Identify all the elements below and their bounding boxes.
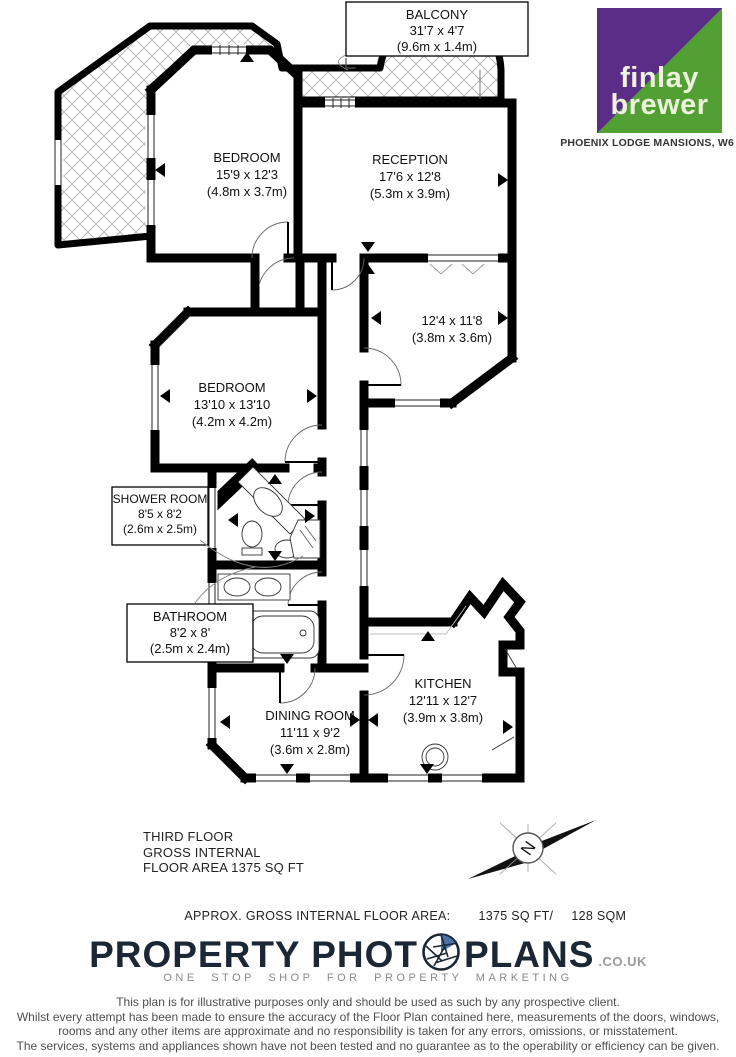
- room12-metric: (3.8m x 3.6m): [411, 330, 493, 345]
- bedroom2-metric: (4.2m x 4.2m): [191, 414, 273, 429]
- kitchen-size: 12'11 x 12'7: [408, 693, 478, 708]
- bedroom1-metric: (4.8m x 3.7m): [206, 184, 288, 199]
- area-summary-imperial: 1375 SQ FT/: [478, 909, 554, 923]
- agent-name-line1: finlay: [620, 62, 699, 94]
- camera-aperture-icon: [421, 932, 461, 977]
- dining-metric: (3.6m x 2.8m): [269, 742, 351, 757]
- floor-info-line3: FLOOR AREA 1375 SQ FT: [143, 860, 304, 875]
- toilet: [242, 521, 262, 547]
- window-chevrons: [430, 264, 484, 274]
- agent-name-line2: brewer: [610, 89, 709, 121]
- dining-name: DINING ROOM: [265, 708, 355, 723]
- floor-info-line2: GROSS INTERNAL: [143, 844, 261, 860]
- kitchen-metric: (3.9m x 3.8m): [402, 710, 484, 725]
- compass-north-label: N: [517, 837, 540, 859]
- agent-logo: [597, 8, 722, 133]
- sink-basin: [224, 578, 250, 596]
- area-summary-label: APPROX. GROSS INTERNAL FLOOR AREA:: [184, 909, 451, 923]
- reception-size: 17'6 x 12'8: [378, 169, 442, 184]
- toilet-cistern: [242, 548, 262, 555]
- reception-name: RECEPTION: [372, 152, 448, 167]
- disclaimer: [0, 995, 736, 1053]
- reception-metric: (5.3m x 3.9m): [369, 186, 451, 201]
- sink-basin: [255, 578, 281, 596]
- balcony-size: 31'7 x 4'7: [409, 23, 465, 38]
- footer-brand-part2: PLANS: [464, 934, 595, 975]
- area-summary-metric: 128 SQM: [571, 909, 627, 923]
- bathtub-drain: [300, 630, 306, 636]
- floor-info: [143, 829, 304, 876]
- bedroom2-name: BEDROOM: [198, 380, 266, 395]
- bedroom1-name: BEDROOM: [213, 150, 281, 165]
- kitchen-name: KITCHEN: [414, 676, 472, 691]
- bathroom-metric: (2.5m x 2.4m): [149, 641, 231, 656]
- disclaimer-line1: This plan is for illustrative purposes only and should be used as such by any prospective client.: [116, 995, 620, 1009]
- shower-size: 8'5 x 8'2: [138, 507, 182, 521]
- shower-name: SHOWER ROOM: [112, 492, 208, 506]
- compass-icon: [468, 820, 596, 879]
- bedroom1-size: 15'9 x 12'3: [215, 167, 279, 182]
- bathroom-name: BATHROOM: [152, 609, 228, 624]
- property-address: PHOENIX LODGE MANSIONS, W6: [560, 137, 734, 149]
- footer-brand: [0, 930, 736, 975]
- footer-brand-part1: PROPERTY PHOT: [89, 934, 419, 975]
- disclaimer-line2: Whilst every attempt has been made to ensure the accuracy of the Floor Plan contained here, measurements of the doors, windows,: [16, 1009, 720, 1024]
- room12-size: 12'4 x 11'8: [421, 313, 483, 328]
- balcony-name: BALCONY: [405, 7, 469, 22]
- bedroom2-size: 13'10 x 13'10: [193, 397, 271, 412]
- footer-tagline: ONE STOP SHOP FOR PROPERTY MARKETING: [163, 972, 573, 984]
- disclaimer-line4: The services, systems and appliances shown have not been tested and no guarantee as to the operability or efficiency can be given.: [16, 1038, 720, 1053]
- disclaimer-line3: rooms and any other items are approximate and no responsibility is taken for any errors, omissions, or misstatement.: [58, 1024, 678, 1039]
- shower-metric: (2.6m x 2.5m): [122, 522, 198, 536]
- balcony-metric: (9.6m x 1.4m): [396, 39, 478, 54]
- bathroom-size: 8'2 x 8': [169, 625, 211, 640]
- dining-size: 11'11 x 9'2: [279, 725, 341, 740]
- floor-info-line1: THIRD FLOOR: [143, 829, 234, 844]
- footer-brand-suffix: .CO.UK: [598, 954, 647, 969]
